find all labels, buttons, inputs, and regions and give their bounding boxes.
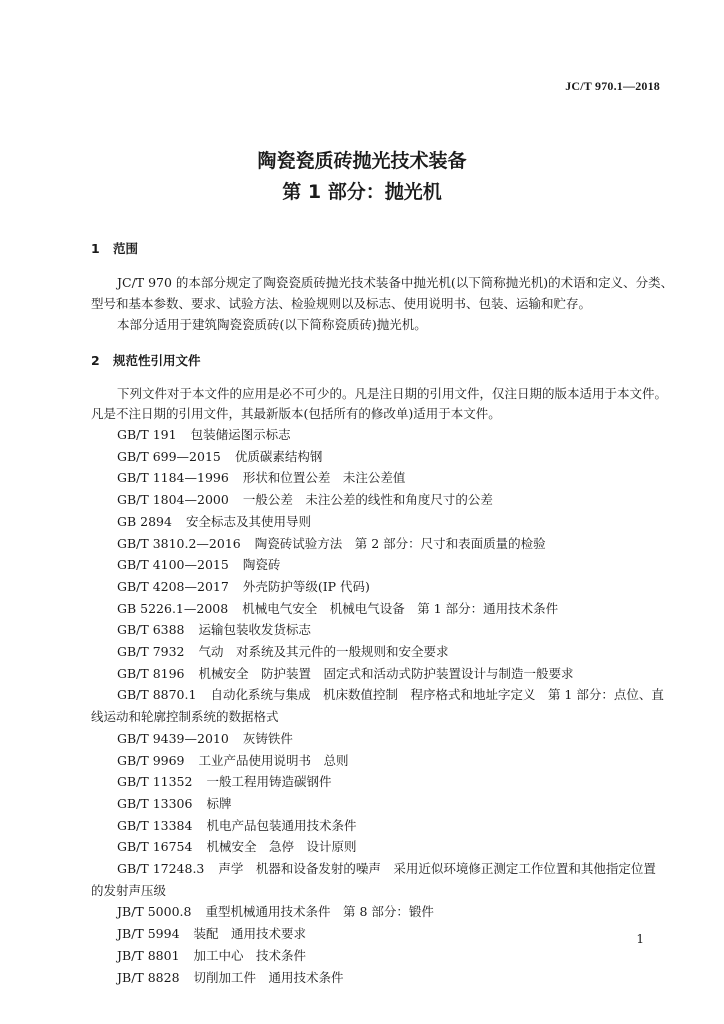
scope-text-line: 型号和基本参数、要求、试验方法、检验规则以及标志、使用说明书、包装、运输和贮存。 (91, 296, 592, 311)
reference-item (91, 598, 663, 620)
document-title: 陶瓷瓷质砖抛光技术装备 (257, 150, 467, 172)
reference-item (91, 489, 663, 511)
reference-item (91, 619, 663, 641)
reference-item (91, 641, 663, 663)
reference-title: 工业产品使用说明书 总则 (198, 752, 349, 768)
reference-title: 安全标志及其使用导则 (185, 513, 311, 529)
reference-code: GB/T 17248.3 (117, 861, 205, 877)
reference-title: 优质碳素结构钢 (234, 448, 323, 464)
reference-title: 陶瓷砖 (242, 557, 281, 573)
reference-item (91, 511, 663, 533)
reference-item (91, 858, 663, 901)
reference-item (91, 901, 663, 923)
reference-title: 声学 机器和设备发射的噪声 采用近似环境修正测定工作位置和其他指定位置 (218, 861, 656, 877)
reference-code: GB/T 9439—2010 (117, 730, 229, 746)
reference-title: 外壳防护等级(IP 代码) (242, 578, 370, 594)
section-number: 1 (91, 241, 100, 256)
reference-item (91, 728, 663, 750)
reference-code: GB 2894 (117, 513, 172, 529)
reference-title: 陶瓷砖试验方法 第 2 部分：尺寸和表面质量的检验 (254, 535, 546, 551)
reference-code: GB/T 6388 (117, 622, 185, 638)
reference-list (91, 424, 663, 988)
reference-code: GB/T 7932 (117, 644, 185, 660)
section-number: 2 (91, 353, 100, 368)
reference-title: 机械安全 急停 设计原则 (206, 839, 357, 855)
reference-code: GB/T 4100—2015 (117, 557, 229, 573)
reference-title: 一般公差 未注公差的线性和角度尺寸的公差 (242, 492, 493, 508)
reference-code: JB/T 5000.8 (117, 904, 192, 920)
reference-code: GB/T 13306 (117, 795, 193, 811)
reference-title: 机电产品包装通用技术条件 (206, 817, 357, 833)
reference-item (91, 684, 663, 727)
reference-title: 重型机械通用技术条件 第 8 部分：锻件 (205, 904, 434, 920)
normative-intro (91, 384, 668, 424)
reference-code: GB/T 11352 (117, 774, 193, 790)
scope-text-line: JC/T 970 的本部分规定了陶瓷瓷质砖抛光技术装备中抛光机(以下简称抛光机)的术语和定义、分类、 (117, 275, 674, 290)
section-title: 规范性引用文件 (113, 353, 201, 368)
reference-title: 气动 对系统及其元件的一般规则和安全要求 (198, 644, 449, 660)
reference-item (91, 554, 663, 576)
scope-applicability: 本部分适用于建筑陶瓷瓷质砖(以下简称瓷质砖)抛光机。 (117, 317, 427, 332)
reference-code: GB 5226.1—2008 (117, 600, 229, 616)
reference-title-continuation: 的发射声压级 (91, 882, 167, 898)
reference-title: 自动化系统与集成 机床数值控制 程序格式和地址字定义 第 1 部分：点位、直 (210, 687, 664, 703)
reference-item (91, 467, 663, 489)
reference-code: GB/T 4208—2017 (117, 578, 229, 594)
page-number: 1 (636, 932, 644, 946)
reference-item (91, 923, 663, 945)
reference-title: 形状和位置公差 未注公差值 (242, 470, 406, 486)
reference-item (91, 771, 663, 793)
reference-code: GB/T 13384 (117, 817, 193, 833)
reference-item (91, 663, 663, 685)
reference-code: JB/T 8828 (117, 969, 180, 985)
reference-title: 切削加工件 通用技术条件 (193, 969, 344, 985)
reference-title: 一般工程用铸造碳钢件 (206, 774, 332, 790)
intro-text-line: 下列文件对于本文件的应用是必不可少的。凡是注日期的引用文件，仅注日期的版本适用于本文件。 (117, 386, 668, 401)
reference-title: 机械电气安全 机械电气设备 第 1 部分：通用技术条件 (242, 600, 559, 616)
reference-title: 装配 通用技术要求 (193, 926, 307, 942)
reference-code: GB/T 9969 (117, 752, 185, 768)
reference-item (91, 424, 663, 446)
reference-title: 包装储运图示标志 (190, 427, 291, 442)
reference-title: 标牌 (206, 795, 232, 811)
reference-item (91, 576, 663, 598)
reference-code: GB/T 16754 (117, 839, 193, 855)
reference-code: GB/T 8870.1 (117, 687, 197, 703)
reference-item (91, 793, 663, 815)
reference-code: JB/T 5994 (117, 926, 180, 942)
document-subtitle: 第 1 部分：抛光机 (282, 181, 442, 203)
reference-code: GB/T 191 (117, 427, 177, 442)
reference-title: 运输包装收发货标志 (198, 622, 312, 638)
reference-code: GB/T 699—2015 (117, 448, 221, 464)
reference-item (91, 836, 663, 858)
standard-code: JC/T 970.1—2018 (565, 79, 660, 93)
reference-title: 机械安全 防护装置 固定式和活动式防护装置设计与制造一般要求 (198, 665, 574, 681)
reference-item (91, 446, 663, 468)
reference-code: GB/T 1804—2000 (117, 492, 229, 508)
section-heading-scope (91, 239, 138, 257)
section-title: 范围 (113, 241, 139, 256)
scope-paragraph (91, 272, 674, 335)
reference-title-continuation: 线运动和轮廓控制系统的数据格式 (91, 709, 279, 725)
reference-code: GB/T 3810.2—2016 (117, 535, 241, 551)
reference-code: GB/T 8196 (117, 665, 185, 681)
intro-text-line: 凡是不注日期的引用文件，其最新版本(包括所有的修改单)适用于本文件。 (91, 406, 501, 421)
reference-item (91, 750, 663, 772)
reference-title: 加工中心 技术条件 (193, 947, 307, 963)
section-heading-normative-references (91, 351, 201, 369)
reference-item (91, 945, 663, 967)
reference-item (91, 815, 663, 837)
reference-item (91, 967, 663, 989)
reference-title: 灰铸铁件 (242, 730, 293, 746)
reference-item (91, 533, 663, 555)
reference-code: JB/T 8801 (117, 947, 180, 963)
reference-code: GB/T 1184—1996 (117, 470, 229, 486)
